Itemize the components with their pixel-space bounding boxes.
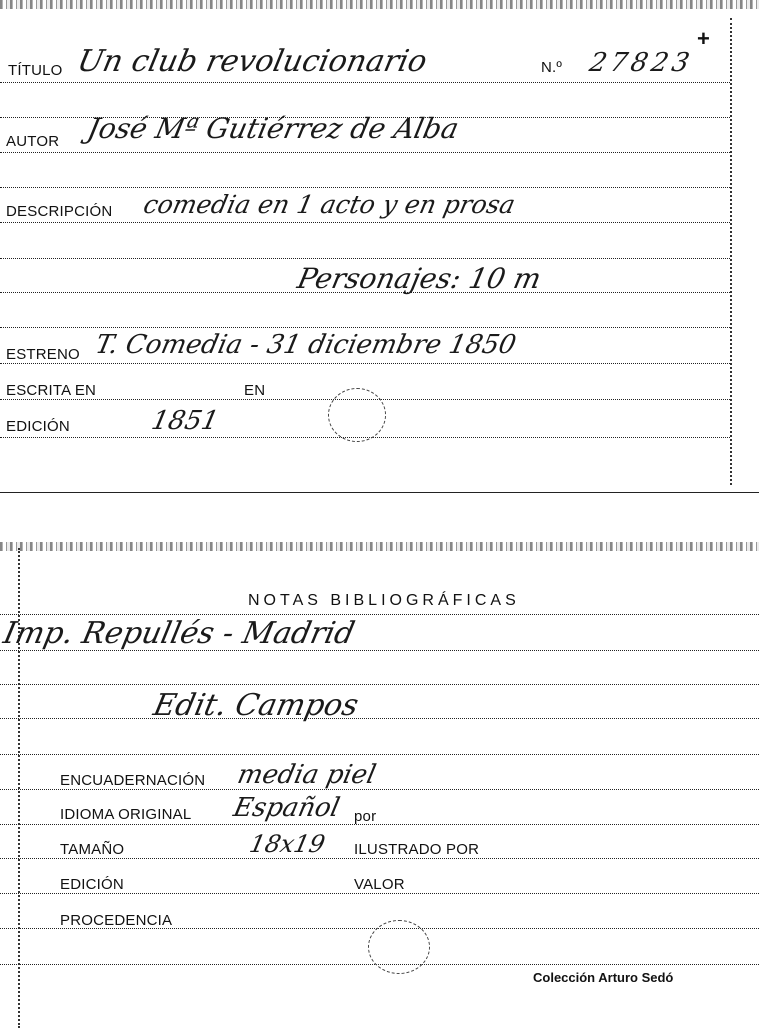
valor-label: VALOR: [354, 876, 405, 893]
catalog-card-back: [0, 538, 759, 1028]
rule-line: [0, 327, 730, 328]
notes-line-1: Imp. Repullés - Madrid: [0, 616, 358, 651]
idioma-original-label: IDIOMA ORIGINAL: [60, 806, 192, 823]
estreno-value: T. Comedia - 31 diciembre 1850: [92, 330, 519, 360]
notes-heading: NOTAS BIBLIOGRÁFICAS: [248, 592, 520, 609]
rule-line: [0, 824, 759, 825]
rule-line: [0, 718, 759, 719]
en-label: EN: [244, 382, 266, 399]
tamano-value: 18x19: [247, 830, 328, 858]
descripcion-label: DESCRIPCIÓN: [6, 203, 113, 220]
autor-value: José Mª Gutiérrez de Alba: [84, 112, 462, 145]
rule-line: [0, 222, 730, 223]
rule-line: [0, 789, 759, 790]
estreno-label: ESTRENO: [6, 346, 80, 363]
rule-line: [0, 614, 759, 615]
rule-line: [0, 858, 759, 859]
punch-hole: [328, 388, 386, 442]
tamano-label: TAMAÑO: [60, 841, 125, 858]
plus-mark: +: [697, 26, 710, 51]
punch-hole: [368, 920, 430, 974]
descripcion-value: comedia en 1 acto y en prosa: [140, 190, 518, 219]
rule-line: [0, 893, 759, 894]
encuadernacion-value: media piel: [234, 760, 379, 790]
card-top-edge: [0, 0, 759, 9]
numero-value: 27823: [586, 48, 696, 78]
edicion-value: 1851: [148, 406, 222, 436]
card-top-edge: [0, 542, 759, 551]
procedencia-label: PROCEDENCIA: [60, 912, 173, 929]
edicion-label-back: EDICIÓN: [60, 876, 124, 893]
por-label: por: [354, 808, 377, 825]
card-right-edge: [730, 18, 732, 485]
rule-line: [0, 363, 730, 364]
idioma-original-value: Español: [230, 793, 343, 823]
escrita-en-label: ESCRITA EN: [6, 382, 97, 399]
rule-line: [0, 187, 730, 188]
collection-credit: Colección Arturo Sedó: [533, 970, 674, 985]
rule-line: [0, 684, 759, 685]
autor-label: AUTOR: [6, 133, 60, 150]
numero-label: N.º: [541, 59, 563, 76]
rule-line: [0, 152, 730, 153]
rule-line: [0, 754, 759, 755]
titulo-value: Un club revolucionario: [74, 44, 431, 79]
notes-line-2: Edit. Campos: [150, 688, 362, 723]
encuadernacion-label: ENCUADERNACIÓN: [60, 772, 206, 789]
titulo-label: TÍTULO: [8, 62, 63, 79]
personajes-value: Personajes: 10 m: [294, 262, 545, 295]
catalog-card-front: [0, 0, 759, 495]
card-bottom-edge: [0, 492, 759, 493]
rule-line: [0, 258, 730, 259]
rule-line: [0, 82, 730, 83]
edicion-label: EDICIÓN: [6, 418, 70, 435]
ilustrado-por-label: ILUSTRADO POR: [354, 841, 480, 858]
